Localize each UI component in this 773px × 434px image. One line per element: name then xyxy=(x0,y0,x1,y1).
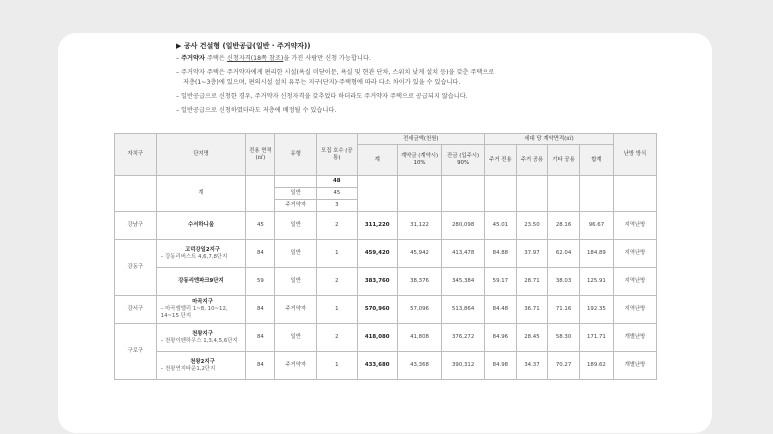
cell-contract: 41,808 xyxy=(397,324,441,352)
section-heading: ▶ 공사 건설형 (일반공급(일반 · 주거약자)) xyxy=(176,42,311,50)
cell-other: 28.16 xyxy=(548,212,580,240)
note-bold-term: 주거약자 xyxy=(181,55,205,62)
cell-sum: 125.91 xyxy=(579,268,613,296)
cell-balance: 280,098 xyxy=(442,212,485,240)
cell-residential: 84.96 xyxy=(485,324,517,352)
summary-cell xyxy=(397,176,441,212)
cell-balance: 345,384 xyxy=(442,268,485,296)
cell-complex xyxy=(156,296,246,324)
cell-balance: 390,312 xyxy=(442,352,485,380)
cell-units: 1 xyxy=(317,296,357,324)
cell-type: 일반 xyxy=(275,324,317,352)
summary-cell xyxy=(548,176,580,212)
cell-shared: 37.97 xyxy=(516,240,548,268)
header-other: 기타 공용 xyxy=(548,145,580,176)
cell-heating: 개별난방 xyxy=(613,352,656,380)
complex-name: 수서하니움 xyxy=(187,222,215,228)
supply-table xyxy=(114,133,657,380)
cell-heating: 지역난방 xyxy=(613,212,656,240)
cell-region: 강남구 xyxy=(115,212,157,240)
cell-total: 459,420 xyxy=(357,240,397,268)
complex-subname: – 마곡엠밸리 1~8, 10~12, 14~15 단지 xyxy=(160,306,228,319)
header-total: 계 xyxy=(357,145,397,176)
cell-sum: 189.62 xyxy=(579,352,613,380)
cell-complex xyxy=(156,240,246,268)
note-prefix: – xyxy=(176,55,182,62)
header-balance: 잔금 (입주시) 90% xyxy=(442,145,485,176)
note-facilities-line2: 저층(1~3층)에 있으며, 편의시설 설치 유무는 지구(단지)·주택형에 따라 다소 차이가 있을 수 있습니다. xyxy=(183,79,461,86)
table-row xyxy=(115,268,657,296)
cell-contract: 45,942 xyxy=(397,240,441,268)
summary-cell xyxy=(442,176,485,212)
summary-general-units: 45 xyxy=(317,188,357,200)
summary-elderly-units: 3 xyxy=(317,200,357,212)
cell-other: 58.30 xyxy=(548,324,580,352)
cell-sum: 184.89 xyxy=(579,240,613,268)
header-shared: 주거 공용 xyxy=(516,145,548,176)
summary-cell xyxy=(516,176,548,212)
table-row xyxy=(115,324,657,352)
cell-residential: 84.88 xyxy=(485,240,517,268)
cell-area: 59 xyxy=(246,268,275,296)
header-complex: 단지명 xyxy=(156,134,246,176)
cell-shared: 36.71 xyxy=(516,296,548,324)
header-sum: 합계 xyxy=(579,145,613,176)
cell-contract: 43,368 xyxy=(397,352,441,380)
cell-complex xyxy=(156,212,246,240)
header-region: 자치구 xyxy=(115,134,157,176)
cell-sum: 96.67 xyxy=(579,212,613,240)
cell-type: 일반 xyxy=(275,240,317,268)
summary-cell xyxy=(613,176,656,212)
cell-total: 570,960 xyxy=(357,296,397,324)
cell-area: 84 xyxy=(246,352,275,380)
note-general-supply: – 일반공급으로 신청한 경우, 주거약자 신청자격을 갖추었다 하더라도 주거약자 주택으로 공급되지 않습니다. xyxy=(176,93,468,100)
cell-other: 62.04 xyxy=(548,240,580,268)
summary-row xyxy=(115,176,657,188)
cell-region: 강서구 xyxy=(115,296,157,324)
cell-region: 강동구 xyxy=(115,240,157,296)
cell-total: 418,080 xyxy=(357,324,397,352)
cell-balance: 376,272 xyxy=(442,324,485,352)
table-row xyxy=(115,352,657,380)
header-residential: 주거 전용 xyxy=(485,145,517,176)
cell-type: 일반 xyxy=(275,268,317,296)
cell-sum: 171.71 xyxy=(579,324,613,352)
cell-units: 2 xyxy=(317,268,357,296)
note-facilities-line1: – 주거약자 주택은 주거약자에게 편리한 시설(욕실 미닫이문, 욕실 및 현관 단차, 스위치 낮게 설치 등)을 갖춘 주택으로 xyxy=(176,69,495,76)
cell-shared: 23.50 xyxy=(516,212,548,240)
cell-sum: 192.35 xyxy=(579,296,613,324)
summary-label: 계 xyxy=(156,176,246,212)
note-text: 주택은 xyxy=(204,55,227,62)
cell-shared: 34.37 xyxy=(516,352,548,380)
document-card xyxy=(58,33,712,433)
cell-area: 84 xyxy=(246,240,275,268)
cell-balance: 513,864 xyxy=(442,296,485,324)
complex-subname: – 천왕연지타운1,2단지 xyxy=(160,365,216,372)
cell-area: 84 xyxy=(246,296,275,324)
summary-cell xyxy=(579,176,613,212)
header-contract: 계약금 (계약시) 10% xyxy=(397,145,441,176)
table-row xyxy=(115,240,657,268)
summary-cell xyxy=(357,176,397,212)
header-heating: 난방 방식 xyxy=(613,134,656,176)
cell-shared: 28.71 xyxy=(516,268,548,296)
header-price-group: 전세금액(천원) xyxy=(357,134,485,145)
complex-name: 강동리엔파크9단지 xyxy=(178,278,224,284)
cell-total: 311,220 xyxy=(357,212,397,240)
header-recruit: 모집 호수 (공통) xyxy=(317,134,357,176)
cell-area: 84 xyxy=(246,324,275,352)
note-eligibility xyxy=(176,54,371,64)
cell-residential: 84.48 xyxy=(485,296,517,324)
summary-region-cell xyxy=(115,176,157,212)
header-area: 전용 면적 (㎡) xyxy=(246,134,275,176)
note-low-floor: – 일반공급으로 신청하였더라도 저층에 배정될 수 있습니다. xyxy=(176,107,337,114)
complex-subname: – 강동리버스트 4,6,7,8단지 xyxy=(160,253,228,260)
complex-name: 마곡지구 xyxy=(192,299,213,305)
cell-area: 45 xyxy=(246,212,275,240)
cell-other: 70.27 xyxy=(548,352,580,380)
cell-heating: 지역난방 xyxy=(613,240,656,268)
cell-units: 1 xyxy=(317,352,357,380)
eligibility-reference-link[interactable]: 신청자격(18쪽 참조) xyxy=(226,55,284,62)
complex-name: 천왕2지구 xyxy=(190,358,215,365)
cell-other: 38.03 xyxy=(548,268,580,296)
cell-contract: 57,096 xyxy=(397,296,441,324)
cell-total: 383,760 xyxy=(357,268,397,296)
cell-heating: 지역난방 xyxy=(613,296,656,324)
cell-type: 주거약자 xyxy=(275,352,317,380)
cell-other: 71.16 xyxy=(548,296,580,324)
summary-cell xyxy=(485,176,517,212)
cell-units: 2 xyxy=(317,324,357,352)
complex-subname: – 천왕이펜하우스 1,3,4,5,6단지 xyxy=(160,337,238,344)
complex-name: 천왕지구 xyxy=(192,330,213,337)
header-type: 유형 xyxy=(275,134,317,176)
cell-complex xyxy=(156,324,246,352)
summary-blank-type xyxy=(275,176,317,188)
cell-type: 일반 xyxy=(275,212,317,240)
summary-elderly-label: 주거약자 xyxy=(275,200,317,212)
cell-region: 구로구 xyxy=(115,324,157,380)
cell-heating: 지역난방 xyxy=(613,268,656,296)
cell-units: 2 xyxy=(317,212,357,240)
summary-general-label: 일반 xyxy=(275,188,317,200)
cell-residential: 45.01 xyxy=(485,212,517,240)
cell-total: 433,680 xyxy=(357,352,397,380)
cell-contract: 38,376 xyxy=(397,268,441,296)
table-row xyxy=(115,296,657,324)
cell-type: 주거약자 xyxy=(275,296,317,324)
cell-residential: 84.98 xyxy=(485,352,517,380)
cell-shared: 28.45 xyxy=(516,324,548,352)
cell-contract: 31,122 xyxy=(397,212,441,240)
cell-units: 1 xyxy=(317,240,357,268)
summary-area-cell xyxy=(246,176,275,212)
cell-residential: 59.17 xyxy=(485,268,517,296)
cell-complex xyxy=(156,268,246,296)
complex-name: 고덕강일2지구 xyxy=(185,246,221,253)
note-text: 을 가진 사람만 신청 가능합니다. xyxy=(283,55,371,62)
cell-complex xyxy=(156,352,246,380)
table-row xyxy=(115,212,657,240)
cell-balance: 413,478 xyxy=(442,240,485,268)
cell-heating: 개별난방 xyxy=(613,324,656,352)
summary-total-units: 48 xyxy=(317,176,357,188)
header-unit-area-group: 세대 당 계약면적(㎡) xyxy=(485,134,614,145)
